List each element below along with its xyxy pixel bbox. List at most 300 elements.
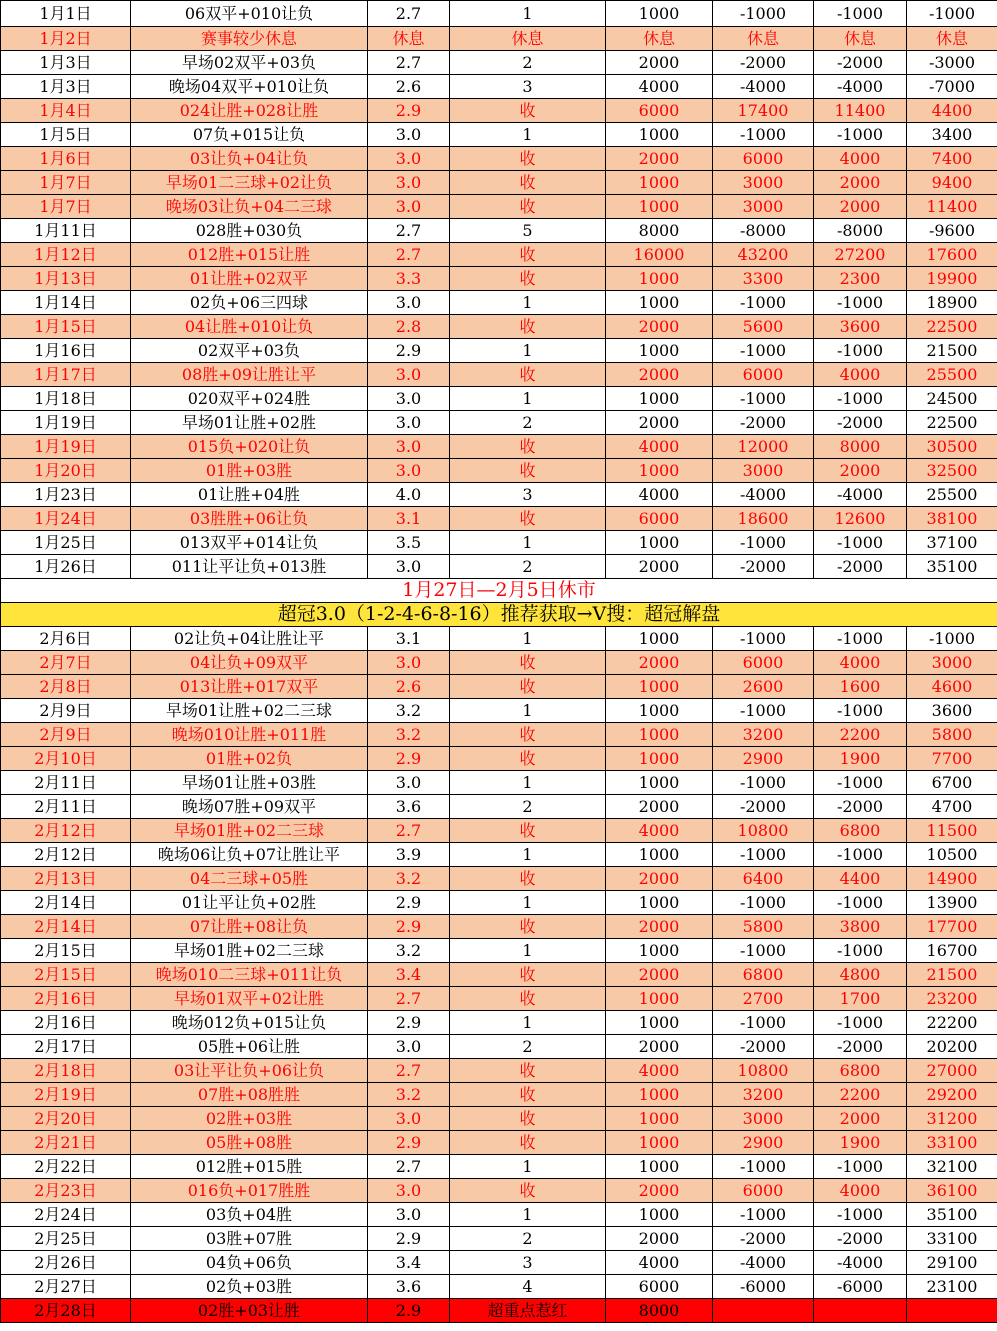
table-row	[1, 699, 997, 723]
date-cell: 2月26日	[1, 1251, 131, 1275]
stake-cell: 1000	[606, 987, 713, 1011]
cumulative-cell: 4700	[907, 795, 997, 819]
picks-cell: 02胜+03胜	[131, 1107, 368, 1131]
cumulative-cell: 4400	[907, 99, 997, 123]
table-row	[1, 915, 997, 939]
stake-level-cell: 3	[450, 483, 606, 507]
table-row	[1, 843, 997, 867]
odds-cell: 2.9	[368, 915, 450, 939]
table-row	[1, 1011, 997, 1035]
odds-cell: 2.7	[368, 1155, 450, 1179]
picks-cell: 早场01双平+02让胜	[131, 987, 368, 1011]
profit-cell: -8000	[814, 219, 907, 243]
stake-level-cell: 1	[450, 339, 606, 363]
profit-cell: 休息	[814, 27, 907, 51]
odds-cell: 2.9	[368, 339, 450, 363]
cumulative-cell: 9400	[907, 171, 997, 195]
return-cell: 6800	[713, 963, 814, 987]
date-cell: 2月6日	[1, 627, 131, 651]
table-row	[1, 963, 997, 987]
profit-cell: -2000	[814, 1035, 907, 1059]
table-row	[1, 339, 997, 363]
table-row	[1, 147, 997, 171]
return-cell: -1000	[713, 123, 814, 147]
stake-cell: 1000	[606, 1107, 713, 1131]
picks-cell: 02负+03胜	[131, 1275, 368, 1299]
stake-cell: 1000	[606, 891, 713, 915]
picks-cell: 024让胜+028让胜	[131, 99, 368, 123]
profit-cell: -2000	[814, 411, 907, 435]
table-row	[1, 627, 997, 651]
table-row	[1, 507, 997, 531]
stake-cell: 1000	[606, 1083, 713, 1107]
cumulative-cell: 33100	[907, 1131, 997, 1155]
cumulative-cell: 33100	[907, 1227, 997, 1251]
stake-cell: 1000	[606, 123, 713, 147]
return-cell: -1000	[713, 1, 814, 27]
date-cell: 1月23日	[1, 483, 131, 507]
picks-cell: 早场01让胜+02二三球	[131, 699, 368, 723]
odds-cell: 3.4	[368, 963, 450, 987]
stake-cell: 1000	[606, 627, 713, 651]
picks-cell: 04负+06负	[131, 1251, 368, 1275]
cumulative-cell: 29200	[907, 1083, 997, 1107]
stake-level-cell: 1	[450, 531, 606, 555]
date-cell: 1月24日	[1, 507, 131, 531]
odds-cell: 3.9	[368, 843, 450, 867]
stake-cell: 6000	[606, 1275, 713, 1299]
cumulative-cell: 13900	[907, 891, 997, 915]
profit-cell: 1700	[814, 987, 907, 1011]
stake-cell: 4000	[606, 435, 713, 459]
stake-level-cell: 3	[450, 1251, 606, 1275]
return-cell: -1000	[713, 387, 814, 411]
return-cell: -1000	[713, 891, 814, 915]
stake-level-cell: 收	[450, 867, 606, 891]
profit-cell: 3800	[814, 915, 907, 939]
odds-cell: 3.0	[368, 555, 450, 579]
stake-cell: 1000	[606, 1011, 713, 1035]
table-row	[1, 1275, 997, 1299]
date-cell: 2月11日	[1, 795, 131, 819]
profit-cell: -1000	[814, 291, 907, 315]
stake-cell: 1000	[606, 1203, 713, 1227]
return-cell: 6400	[713, 867, 814, 891]
profit-cell: -1000	[814, 627, 907, 651]
cumulative-cell: 10500	[907, 843, 997, 867]
return-cell: 2600	[713, 675, 814, 699]
picks-cell: 早场01胜+02二三球	[131, 819, 368, 843]
profit-cell: -1000	[814, 699, 907, 723]
date-cell: 1月25日	[1, 531, 131, 555]
date-cell: 2月9日	[1, 723, 131, 747]
stake-cell: 休息	[606, 27, 713, 51]
stake-cell: 1000	[606, 267, 713, 291]
stake-level-cell: 1	[450, 627, 606, 651]
stake-cell: 1000	[606, 1155, 713, 1179]
picks-cell: 02胜+03让胜	[131, 1299, 368, 1323]
date-cell: 1月7日	[1, 171, 131, 195]
return-cell: -1000	[713, 699, 814, 723]
table-row	[1, 1203, 997, 1227]
date-cell: 2月28日	[1, 1299, 131, 1323]
stake-level-cell: 1	[450, 843, 606, 867]
profit-cell: -1000	[814, 387, 907, 411]
table-row	[1, 747, 997, 771]
profit-cell: -2000	[814, 795, 907, 819]
cumulative-cell: 17600	[907, 243, 997, 267]
date-cell: 2月23日	[1, 1179, 131, 1203]
cumulative-cell: 休息	[907, 27, 997, 51]
odds-cell: 3.0	[368, 1179, 450, 1203]
cumulative-cell: 32100	[907, 1155, 997, 1179]
cumulative-cell: 16700	[907, 939, 997, 963]
table-row	[1, 51, 997, 75]
table-row	[1, 1251, 997, 1275]
return-cell: 10800	[713, 819, 814, 843]
profit-cell: -1000	[814, 1155, 907, 1179]
return-cell: 6000	[713, 651, 814, 675]
stake-cell: 1000	[606, 723, 713, 747]
odds-cell: 3.0	[368, 411, 450, 435]
date-cell: 2月15日	[1, 939, 131, 963]
date-cell: 1月19日	[1, 411, 131, 435]
odds-cell: 2.9	[368, 1011, 450, 1035]
table-row	[1, 291, 997, 315]
date-cell: 2月25日	[1, 1227, 131, 1251]
stake-cell: 2000	[606, 555, 713, 579]
return-cell: -2000	[713, 555, 814, 579]
cumulative-cell: 27000	[907, 1059, 997, 1083]
picks-cell: 05胜+08胜	[131, 1131, 368, 1155]
date-cell: 2月15日	[1, 963, 131, 987]
stake-level-cell: 收	[450, 1059, 606, 1083]
stake-level-cell: 2	[450, 795, 606, 819]
return-cell: -1000	[713, 339, 814, 363]
stake-level-cell: 收	[450, 363, 606, 387]
picks-cell: 07胜+08胜胜	[131, 1083, 368, 1107]
date-cell: 1月4日	[1, 99, 131, 123]
return-cell: -2000	[713, 411, 814, 435]
stake-cell: 2000	[606, 867, 713, 891]
picks-cell: 晚场04双平+010让负	[131, 75, 368, 99]
stake-level-cell: 2	[450, 411, 606, 435]
table-row	[1, 1083, 997, 1107]
return-cell: 3200	[713, 723, 814, 747]
date-cell: 1月12日	[1, 243, 131, 267]
odds-cell: 3.6	[368, 795, 450, 819]
cumulative-cell: 17700	[907, 915, 997, 939]
picks-cell: 020双平+024胜	[131, 387, 368, 411]
picks-cell: 03胜胜+06让负	[131, 507, 368, 531]
picks-cell: 012胜+015胜	[131, 1155, 368, 1179]
profit-cell: -1000	[814, 123, 907, 147]
return-cell: -1000	[713, 1203, 814, 1227]
picks-cell: 01让胜+02双平	[131, 267, 368, 291]
return-cell: -1000	[713, 291, 814, 315]
picks-cell: 013让胜+017双平	[131, 675, 368, 699]
cumulative-cell: 37100	[907, 531, 997, 555]
cumulative-cell: 24500	[907, 387, 997, 411]
return-cell: 3000	[713, 195, 814, 219]
odds-cell: 3.0	[368, 1107, 450, 1131]
picks-cell: 03负+04胜	[131, 1203, 368, 1227]
odds-cell: 休息	[368, 27, 450, 51]
stake-cell: 4000	[606, 819, 713, 843]
stake-level-cell: 1	[450, 1, 606, 27]
odds-cell: 3.2	[368, 699, 450, 723]
stake-level-cell: 1	[450, 1203, 606, 1227]
odds-cell: 2.9	[368, 1131, 450, 1155]
odds-cell: 3.0	[368, 771, 450, 795]
stake-cell: 2000	[606, 51, 713, 75]
picks-cell: 早场02双平+03负	[131, 51, 368, 75]
cumulative-cell: 11400	[907, 195, 997, 219]
odds-cell: 3.0	[368, 1035, 450, 1059]
odds-cell: 4.0	[368, 483, 450, 507]
record-rows-february	[1, 627, 997, 1323]
return-cell: 2900	[713, 747, 814, 771]
profit-cell: 11400	[814, 99, 907, 123]
date-cell: 1月5日	[1, 123, 131, 147]
cumulative-cell: -1000	[907, 1, 997, 27]
profit-cell: 2000	[814, 459, 907, 483]
profit-cell: -6000	[814, 1275, 907, 1299]
picks-cell: 01让平让负+02胜	[131, 891, 368, 915]
odds-cell: 3.2	[368, 723, 450, 747]
stake-cell: 4000	[606, 483, 713, 507]
date-cell: 2月13日	[1, 867, 131, 891]
picks-cell: 03胜+07胜	[131, 1227, 368, 1251]
cumulative-cell: 22500	[907, 411, 997, 435]
profit-cell: 2200	[814, 1083, 907, 1107]
picks-cell: 08胜+09让胜让平	[131, 363, 368, 387]
date-cell: 2月18日	[1, 1059, 131, 1083]
stake-cell: 2000	[606, 363, 713, 387]
profit-cell: -1000	[814, 1203, 907, 1227]
stake-level-cell: 1	[450, 891, 606, 915]
table-row	[1, 795, 997, 819]
stake-cell: 1000	[606, 747, 713, 771]
picks-cell: 04让负+09双平	[131, 651, 368, 675]
stake-level-cell: 2	[450, 51, 606, 75]
date-cell: 1月1日	[1, 1, 131, 27]
stake-cell: 1000	[606, 843, 713, 867]
odds-cell: 3.5	[368, 531, 450, 555]
stake-cell: 2000	[606, 1179, 713, 1203]
picks-cell: 早场01二三球+02让负	[131, 171, 368, 195]
table-row	[1, 123, 997, 147]
return-cell: -1000	[713, 627, 814, 651]
stake-level-cell: 收	[450, 1131, 606, 1155]
odds-cell: 3.6	[368, 1275, 450, 1299]
stake-level-cell: 5	[450, 219, 606, 243]
odds-cell: 3.0	[368, 387, 450, 411]
date-cell: 1月18日	[1, 387, 131, 411]
stake-level-cell: 收	[450, 195, 606, 219]
cumulative-cell: 7400	[907, 147, 997, 171]
table-row	[1, 219, 997, 243]
return-cell: 2700	[713, 987, 814, 1011]
cumulative-cell: 5800	[907, 723, 997, 747]
table-row	[1, 987, 997, 1011]
odds-cell: 3.1	[368, 627, 450, 651]
odds-cell: 3.0	[368, 435, 450, 459]
stake-cell: 1000	[606, 195, 713, 219]
date-cell: 2月16日	[1, 1011, 131, 1035]
return-cell: -4000	[713, 1251, 814, 1275]
stake-level-cell: 收	[450, 915, 606, 939]
odds-cell: 2.7	[368, 243, 450, 267]
odds-cell: 2.9	[368, 99, 450, 123]
return-cell: 5800	[713, 915, 814, 939]
table-row	[1, 1, 997, 27]
profit-cell: -1000	[814, 1, 907, 27]
stake-cell: 4000	[606, 1251, 713, 1275]
stake-cell: 2000	[606, 795, 713, 819]
stake-cell: 1000	[606, 771, 713, 795]
table-row	[1, 723, 997, 747]
table-row	[1, 867, 997, 891]
return-cell: -1000	[713, 939, 814, 963]
profit-cell: 3600	[814, 315, 907, 339]
cumulative-cell	[907, 1299, 997, 1323]
return-cell: 12000	[713, 435, 814, 459]
picks-cell: 晚场07胜+09双平	[131, 795, 368, 819]
stake-level-cell: 4	[450, 1275, 606, 1299]
date-cell: 1月3日	[1, 51, 131, 75]
picks-cell: 016负+017胜胜	[131, 1179, 368, 1203]
picks-cell: 05胜+06让胜	[131, 1035, 368, 1059]
profit-cell: 4000	[814, 1179, 907, 1203]
date-cell: 2月22日	[1, 1155, 131, 1179]
picks-cell: 015负+020让负	[131, 435, 368, 459]
odds-cell: 2.6	[368, 675, 450, 699]
cumulative-cell: 4600	[907, 675, 997, 699]
stake-cell: 1000	[606, 171, 713, 195]
date-cell: 2月19日	[1, 1083, 131, 1107]
stake-cell: 2000	[606, 147, 713, 171]
cumulative-cell: 23100	[907, 1275, 997, 1299]
stake-level-cell: 1	[450, 291, 606, 315]
profit-cell: -1000	[814, 339, 907, 363]
date-cell: 2月11日	[1, 771, 131, 795]
stake-level-cell: 1	[450, 1011, 606, 1035]
stake-cell: 8000	[606, 219, 713, 243]
cumulative-cell: 35100	[907, 555, 997, 579]
odds-cell: 3.3	[368, 267, 450, 291]
return-cell: 17400	[713, 99, 814, 123]
profit-cell: -4000	[814, 1251, 907, 1275]
date-cell: 2月8日	[1, 675, 131, 699]
stake-level-cell: 3	[450, 75, 606, 99]
cumulative-cell: -7000	[907, 75, 997, 99]
stake-cell: 1000	[606, 291, 713, 315]
table-row	[1, 1131, 997, 1155]
table-row	[1, 483, 997, 507]
date-cell: 1月7日	[1, 195, 131, 219]
picks-cell: 晚场010二三球+011让负	[131, 963, 368, 987]
promo-row	[1, 603, 997, 627]
table-row	[1, 1179, 997, 1203]
odds-cell: 3.0	[368, 651, 450, 675]
date-cell: 1月14日	[1, 291, 131, 315]
stake-level-cell: 收	[450, 987, 606, 1011]
profit-cell: 4000	[814, 651, 907, 675]
picks-cell: 晚场03让负+04二三球	[131, 195, 368, 219]
stake-cell: 1000	[606, 1, 713, 27]
table-row	[1, 939, 997, 963]
picks-cell: 03让平让负+06让负	[131, 1059, 368, 1083]
return-cell: -1000	[713, 1011, 814, 1035]
profit-cell: -1000	[814, 891, 907, 915]
stake-level-cell: 2	[450, 1035, 606, 1059]
return-cell: -2000	[713, 795, 814, 819]
table-row	[1, 555, 997, 579]
return-cell: -2000	[713, 1227, 814, 1251]
profit-cell: -2000	[814, 51, 907, 75]
odds-cell: 3.0	[368, 195, 450, 219]
return-cell: 休息	[713, 27, 814, 51]
date-cell: 2月16日	[1, 987, 131, 1011]
date-cell: 2月12日	[1, 843, 131, 867]
table-row	[1, 1035, 997, 1059]
profit-cell: -1000	[814, 771, 907, 795]
profit-cell: 6800	[814, 819, 907, 843]
stake-cell: 1000	[606, 939, 713, 963]
stake-level-cell: 收	[450, 171, 606, 195]
cumulative-cell: 21500	[907, 963, 997, 987]
return-cell: -1000	[713, 531, 814, 555]
table-row	[1, 1155, 997, 1179]
table-row	[1, 27, 997, 51]
profit-cell: -4000	[814, 75, 907, 99]
profit-cell: 4000	[814, 363, 907, 387]
stake-level-cell: 休息	[450, 27, 606, 51]
table-row	[1, 531, 997, 555]
odds-cell: 3.0	[368, 147, 450, 171]
picks-cell: 晚场010让胜+011胜	[131, 723, 368, 747]
stake-level-cell: 1	[450, 771, 606, 795]
cumulative-cell: 3000	[907, 651, 997, 675]
table-row	[1, 363, 997, 387]
picks-cell: 早场01让胜+02胜	[131, 411, 368, 435]
promo-banner: 超冠3.0（1-2-4-6-8-16）推荐获取→V搜：超冠解盘	[1, 603, 997, 627]
cumulative-cell: 3600	[907, 699, 997, 723]
cumulative-cell: 25500	[907, 363, 997, 387]
table-row	[1, 771, 997, 795]
odds-cell: 3.0	[368, 123, 450, 147]
stake-cell: 1000	[606, 675, 713, 699]
stake-cell: 2000	[606, 651, 713, 675]
profit-cell: 4000	[814, 147, 907, 171]
stake-cell: 2000	[606, 1227, 713, 1251]
picks-cell: 早场01胜+02二三球	[131, 939, 368, 963]
cumulative-cell: 31200	[907, 1107, 997, 1131]
table-row	[1, 651, 997, 675]
stake-cell: 4000	[606, 75, 713, 99]
cumulative-cell: -1000	[907, 627, 997, 651]
date-cell: 1月3日	[1, 75, 131, 99]
stake-level-cell: 1	[450, 699, 606, 723]
profit-cell: -2000	[814, 555, 907, 579]
date-cell: 1月6日	[1, 147, 131, 171]
odds-cell: 3.2	[368, 867, 450, 891]
cumulative-cell: 30500	[907, 435, 997, 459]
cumulative-cell: -3000	[907, 51, 997, 75]
cumulative-cell: 29100	[907, 1251, 997, 1275]
stake-cell: 1000	[606, 459, 713, 483]
